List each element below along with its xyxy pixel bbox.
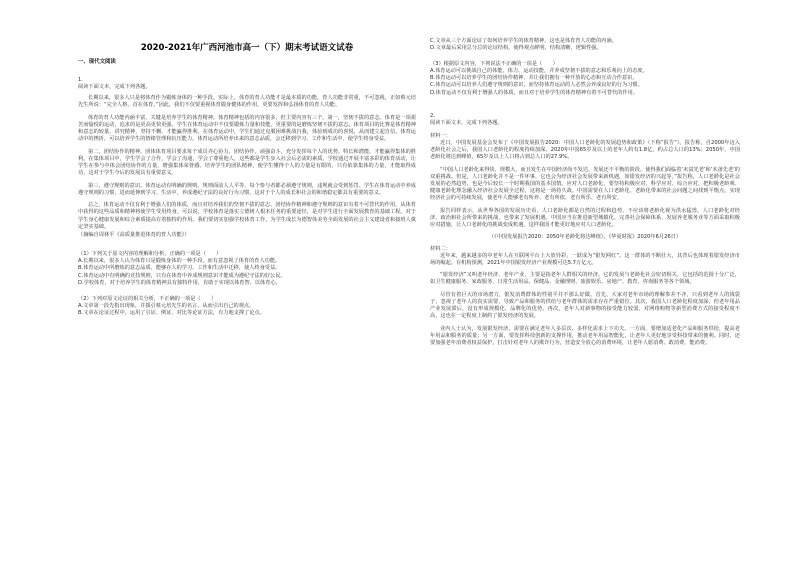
option-c: C.体育运动可以培养人们遵守规则的意识，而坚持体育运动的人必然会养成良好的行为习惯。: [430, 82, 643, 89]
passage-paragraph: 业内人士认为，发展银发经济，需要在满足老年人多层次、多样化需求上下功夫。一方面，要增加适老化产品和服务供给，提高老年用品和服务的质量；另一方面，要发挥科技创新的支撑作用，推动老年用品智能化，让老年人更好地享受科技带来的便利。同时，还要加强老年消费者权益保护，打击针对老年人的欺诈行为，营造安全放心的消费环境，让老年人愿消费、敢消费、能消费。: [430, 325, 740, 347]
passage-paragraph: 报告同样表示，从世界各国的发展历史看，人口老龄化都是自然的过程和趋势，不应该将老龄化视为洪水猛兽。人口老龄化对经济、政治和社会所带来的挑战，也带来了发展机遇。中国应当在推进新型城镇化、完善社会保障体系、发展养老服务业等方面采取积极应对措施，让人口老龄化的挑战变成机遇，这样我国才能更好地应对人口老龄化。: [430, 207, 740, 228]
passage-paragraph: “银发经济”又叫老年经济、老年产业，主要是指老年人群相关的经济。它的发展与老龄化社会密切相关，它包括的范围十分广泛，如卫生健康服务、家政服务、日常生活用品、保健品、金融理财、旅游娱乐、房地产、教育、咨询服务等各个领域。: [430, 272, 740, 286]
material-label: 材料一：: [430, 132, 451, 139]
passage-paragraph: 总之，体育运动不仅有利于增强人们的体质，而且对培养我们的坚韧不拔的意志、团结协作精神和遵守规则的意识有着不可替代的作用。从体育中获得的这些品质和精神将使学生受用终身。可以说，学校体育是落实立德树人根本任务的重要途径，是对学生进行全面发展教育的基础工程。对于学生身心健康发展和综合素质提高有着独特的作用。我们要切实加强学校体育工作，为学生成长为德智体美劳全面发展的社会主义建设者和接班人奠定坚实基础。: [78, 202, 416, 230]
passage-source: （摘编自周林平《高质量推进体育的育人功能》）: [78, 232, 190, 239]
passage-paragraph: 第三，遵守规则的意识。体育运动有明确的规则。规则面前人人平等，每个参与者都必须遵守规则，违规就会受到惩罚。学生在体育运动中养成遵守规则的习惯，进而延伸到学习、生活中，养成遵纪守法的良好行为习惯，这对于个人的成长和社会的和谐稳定都具有重要的意义。: [78, 182, 416, 196]
passage-paragraph: “中国人口老龄化来得快、规模大，而且发生在中国经济尚不发达、发展还不平衡的阶段，使得我们面临着‘未富先老’和‘未备先老’的双重挑战。但是，人口老龄化并不是一件坏事，它也会为经济社会发展带来新机遇，如银发经济的兴起等。”报告称，人口老龄化是社会发展的必然趋势，也是今后较长一个时期我国的基本国情。应对人口老龄化，要坚持积极应对、科学应对、综合应对，把积极老龄观、健康老龄化理念融入经济社会发展全过程，这将是一场持久战。中国需要在人口老龄化、老龄化带来的社会问题之间找到平衡点，实现经济社会的可持续发展，使老年人能够老有所养、老有所依、老有所乐、老有所安。: [430, 166, 740, 202]
passage-paragraph: 体育的育人功能内涵丰富，关键是培养学生的体育精神。体育精神包括的内容很多，但主要内容有三个。第一，坚韧不拔的意志。体育是一项艰苦而愉悦的运动，追求的是更高更快更强。学生在体育运动中不仅要锻炼力量和技能，更重要的是磨炼坚韧不拔的意志。体育项目的比赛是体育精神和意志的较量，讲究精神，坚持不懈，才能赢得胜利。在体育运动中，学生们通过克服困难挑战自我，体验到成功的喜悦，从而建立起自信。体育运动中的挫折，可以培养学生的情绪管理和抗压能力。体育运动所培养出来的意志品质，会迁移到学习、工作和生活中，使学生终身受益。: [78, 114, 416, 143]
reading-instruction: 阅读下面文本，完成下列各题。: [430, 119, 503, 126]
option-d: D.学校体育，对于培养学生的体育精神具有独特作用，有助于实现以体育智、以体育心。: [78, 279, 281, 286]
question-2-stem: （2）下列对原文论证的相关分析，不正确的一项是（ ）: [78, 295, 217, 302]
option-c: C.文章从三个方面论证了如何培养学生的体育精神，这也是体育育人功能的内涵。: [430, 38, 617, 44]
option-b: B.体育运动可以培养学生的团结协作精神，并让我们拥有一种开放的心态和互动合作意识。: [430, 75, 638, 82]
passage-paragraph: 长期以来，很多人只是将体育作为锻炼身体的一种手段。实际上，体育的育人功能才是最本质的功能，育人功能非常重，不可忽视，正如蔡元培先生所说：“完全人格，首在体育。”因此，我们不仅要重视体育锻身健体的作用，更要发挥和弘扬体育的育人功能。: [78, 95, 416, 109]
passage-paragraph: 近日，中国发展基金会发布了《中国发展报告2020：中国人口老龄化的发展趋势和政策》（下称“报告”）。报告称，自2000年迈入老龄化社会之后，我国人口老龄化的程度持续加深。2020年中国65岁及以上的老年人约有1.8亿，约占总人口的13%；2050年，中国老龄化将达到峰值，65岁及以上人口将占到总人口的27.9%。: [430, 139, 740, 161]
question-number: 2.: [430, 112, 435, 119]
option-b: B.文章在论证过程中，运用了引证、例证、对比等论证方法，有力地支撑了论点。: [78, 309, 265, 316]
option-a: A.长期以来，很多人认为体育只是锻炼身体的一种手段，而有意忽视了体育的育人功能。: [78, 258, 281, 265]
page-title: 2020-2021年广西河池市高一（下）期末考试语文试卷: [140, 43, 354, 53]
reading-instruction: 阅读下面文本，完成下列各题。: [78, 84, 151, 91]
option-d: D.文章最后采用总分总的论证结构，使得观点鲜明，结构清晰，逻辑性强。: [430, 45, 602, 52]
passage-paragraph: 近年来，越来越多的中老年人在互联网平台上大放异彩，一跃成为“银发网红”。这一群体的不断壮大，其背后也体现着银发经济市场的崛起。有机构预测，2021年中国银发经济产业规模可达5.7万亿元。: [430, 252, 740, 266]
passage-paragraph: 第二，团结协作的精神。团体体育项目要求每个成员齐心协力，团结协作，顽强奋斗，充分发挥每个人的优势。特长和潜能，才能赢得集体的胜利。在集体项目中，学生学会了合作，学会了沟通，学会了尊重他人，这些都是学生步入社会后必需的素质。学校通过开展丰富多彩的体育活动，让学生在参与中体会团结协作的力量，增强集体荣誉感。培养学生的团队精神，使学生懂得个人的力量是有限的，只有依靠集体的力量，才能取得成功，这对于学生今后的发展具有重要意义。: [78, 148, 416, 177]
passage-source: （《中国发展报告2020：2050年老龄化将达峰值》，《华夏时报》2020年6月26日）: [488, 234, 682, 241]
option-a: A.体育运动可以挑战自己的体能、体力、运动技能，并养成坚韧不拔的意志和乐观向上的态度。: [430, 68, 648, 75]
option-b: B.体育运动中所磨炼的意志品质，能够在人的学习、工作和生活中迁移，使人终身受益。: [78, 265, 281, 272]
right-column: [430, 38, 740, 349]
passage-paragraph: 尽管有着巨大的市场潜力，银发消费群体的性别平并不那么好做。首先，大家对老年市场的理解参差不齐，只看到老年人的钱袋子，忽视了老年人的真实需要，导致产品和服务的供给与老年群体的需求存在严重错位。其次，我国人口老龄化程度加深，但老年用品产业发展滞后，没有形成规模化、品牌化的优势。再次，老年人对新事物的接受能力较弱，对网络购物等新型消费方式的接受程度不高，这也在一定程度上制约了银发经济的发展。: [430, 292, 740, 320]
option-c: C.体育运动中有明确的竞技规则，只有在体育中养成规则意识才能成为遵纪守法的好公民。: [78, 272, 286, 279]
question-number: 1.: [78, 77, 83, 83]
section-heading: 一、现代文阅读: [78, 59, 116, 65]
material-label: 材料二：: [430, 245, 451, 252]
question-3-stem: （3）根据原文内容，下列说法不正确的一项是（ ）: [430, 61, 558, 68]
option-d: D.体育运动不仅有利于增强人的体质，而且对于培养学生的体育精神有着不可替代的作用。: [430, 89, 638, 96]
left-column: [78, 56, 416, 317]
question-1-stem: （1）下列关于原文内容的理解和分析，正确的一项是（ ）: [78, 251, 222, 258]
option-a: A.文章第一段先指出现象，并援引蔡元培先生的名言，从而引出自己的观点。: [78, 302, 255, 309]
